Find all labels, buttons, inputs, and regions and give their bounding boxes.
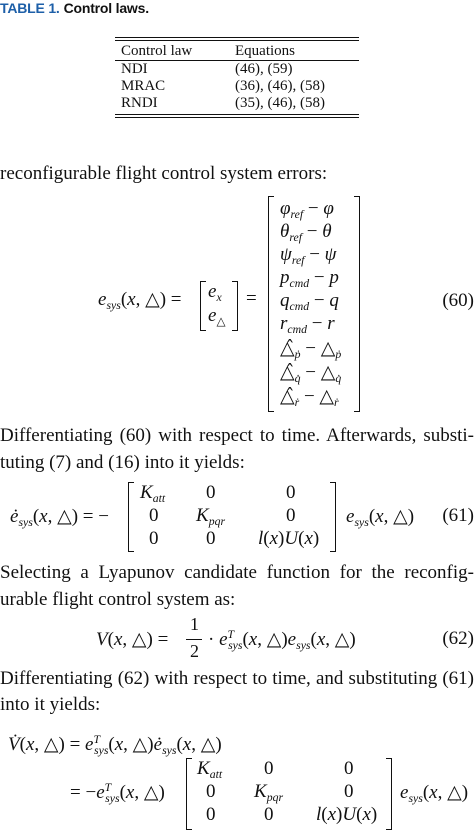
vdot-cell: 0	[344, 781, 354, 802]
eq61-rhs: $e_{sys}(x$, △)	[346, 506, 415, 530]
paragraph-diff62-line2: into it yields:	[0, 694, 101, 715]
table-caption-label: TABLE 1.	[0, 0, 60, 16]
eq62-rhs: · $e^T_{sys}(x$, $\triangle)e_{sys}(x$, △)	[208, 627, 356, 653]
eq61-cell: 0	[149, 528, 159, 549]
eq61-cell: 0	[286, 505, 296, 526]
eq61-left-bracket	[128, 482, 134, 552]
table-cell: RNDI	[121, 95, 158, 111]
vdot-cell: 0	[264, 804, 274, 825]
eq62-frac-bar	[186, 639, 202, 640]
eq61-cell: 0	[286, 482, 296, 503]
table-row	[115, 61, 359, 78]
vdot-rhs: $e_{sys}(x$, △)	[400, 782, 469, 806]
eq60-vec-left-bracket	[200, 281, 206, 331]
eq61-right-bracket	[330, 482, 336, 552]
vdot-left-bracket	[186, 758, 192, 830]
table-cell: NDI	[121, 61, 148, 77]
table-cell: (36), (46), (58)	[235, 78, 325, 94]
eq60-row: $\trianglê_ṗ$ − $\triangle_ṗ$	[280, 338, 342, 362]
eq60-equals: =	[246, 288, 257, 309]
eq60-row: $p_{cmd} - p$	[280, 267, 339, 291]
eq60-big-left-bracket	[268, 196, 274, 412]
table-row	[115, 95, 359, 112]
vdot-cell: 0	[206, 781, 216, 802]
paragraph-errors: reconfigurable flight control system errors:	[0, 163, 328, 184]
eq62-frac-num: 1	[190, 614, 199, 634]
eq61-cell: 0	[206, 482, 216, 503]
eq61-lhs: $ė_{sys}(x$, △) = −	[10, 506, 109, 530]
eq60-big-right-bracket	[354, 196, 360, 412]
vdot-right-bracket	[386, 758, 392, 830]
vdot-cell: $K_{pqr}$	[254, 781, 284, 805]
eq60-number: (60)	[442, 290, 474, 311]
eq60-row: $\varphi_{ref} - \varphi$	[280, 198, 334, 222]
table-header-row	[115, 43, 359, 60]
table-caption	[0, 0, 149, 16]
eq60-vec-row2: $e_\triangle$	[208, 305, 226, 329]
paragraph-lyapunov-line1: Selecting a Lyapunov candidate function for the reconfig-	[0, 562, 474, 583]
table-row	[115, 78, 359, 95]
eq60-row: $r_{cmd} - r$	[280, 313, 335, 337]
eq61-cell: $K_{pqr}$	[196, 505, 226, 529]
eq61-number: (61)	[442, 505, 474, 526]
eq60-vec-right-bracket	[232, 281, 238, 331]
vdot-line1: V̇(x, △) = $e^T_{sys}(x$, $\triangle)ė_{sys}(x$, △)	[8, 732, 222, 758]
table-header-control-law: Control law	[121, 43, 193, 59]
table-bottom-rule	[115, 114, 359, 118]
vdot-cell: 0	[264, 758, 274, 779]
eq61-cell: 0	[149, 505, 159, 526]
vdot-cell: 0	[206, 804, 216, 825]
eq61-cell: l(x)U(x)	[258, 528, 320, 549]
paragraph-diff62-line1: Differentiating (62) with respect to time, and substituting (61)	[0, 668, 474, 689]
eq60-vec-row1: $e_x$	[208, 281, 222, 305]
table-header-equations: Equations	[235, 43, 295, 59]
table-cell: (46), (59)	[235, 61, 293, 77]
eq60-row: $\trianglê_{q̇}$ − $\triangle_{q̇}$	[280, 362, 342, 386]
vdot-cell: 0	[344, 758, 354, 779]
table-cell: (35), (46), (58)	[235, 95, 325, 111]
eq60-lhs: $e_{sys}(x$, △) =	[98, 289, 182, 313]
table-top-rule	[115, 37, 359, 41]
control-laws-table	[115, 37, 359, 118]
eq62-number: (62)	[442, 628, 474, 649]
eq60-row: $\psi_{ref} - \psi$	[280, 244, 337, 268]
eq61-cell: $K_{att}$	[140, 482, 166, 506]
paragraph-diff60-line2: tuting (7) and (16) into it yields:	[0, 452, 245, 473]
eq62-lhs: V(x, △) =	[96, 629, 169, 650]
eq60-row: $\theta_{ref} - \theta$	[280, 221, 332, 245]
table-caption-title: Control laws.	[63, 0, 149, 16]
paragraph-lyapunov-line2: urable flight control system as:	[0, 589, 236, 610]
eq60-row: $q_{cmd} - q$	[280, 290, 339, 314]
table-cell: MRAC	[121, 78, 166, 94]
eq60-row: $\trianglê_ṙ$ − $\triangle_ṙ$	[280, 386, 339, 410]
eq61-cell: 0	[206, 528, 216, 549]
paragraph-diff60-line1: Differentiating (60) with respect to time. Afterwards, substi-	[0, 425, 474, 446]
vdot-cell: l(x)U(x)	[316, 804, 378, 825]
vdot-line2-lhs: = $-e^T_{sys}(x$, △)	[70, 780, 165, 806]
vdot-cell: $K_{att}$	[197, 758, 223, 782]
eq62-frac-den: 2	[190, 641, 199, 661]
